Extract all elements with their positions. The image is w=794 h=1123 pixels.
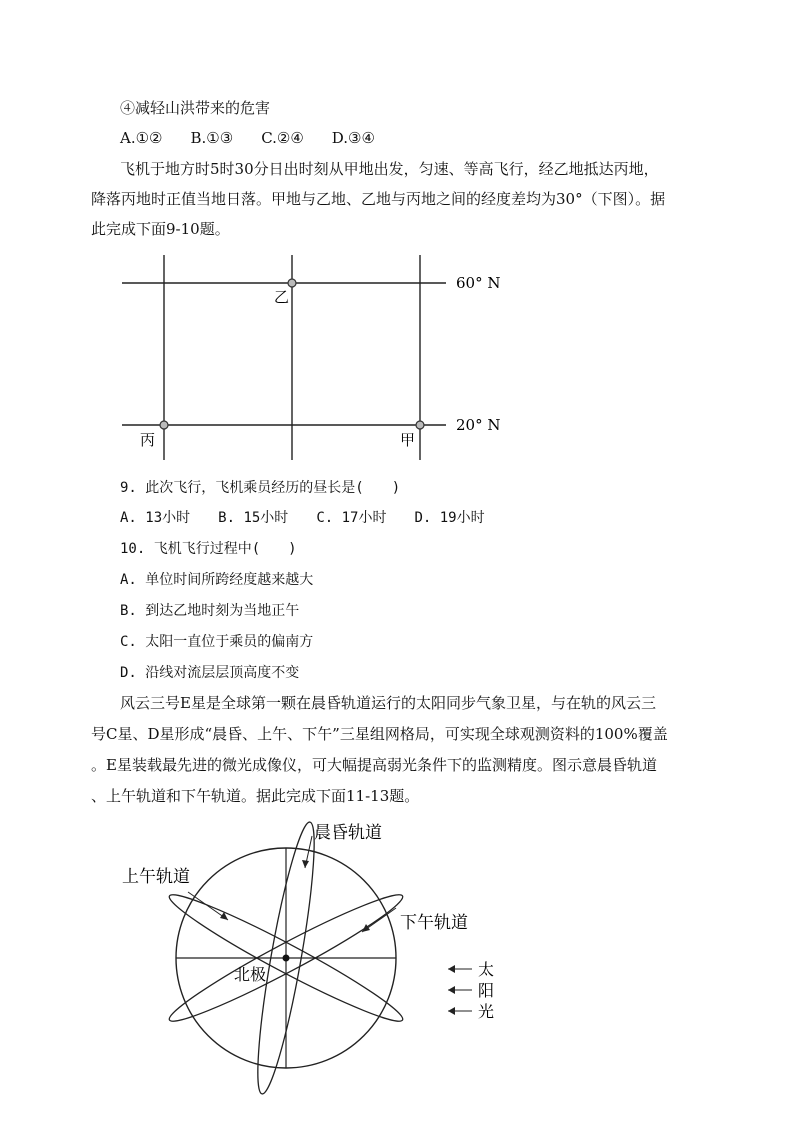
north-pole-label: 北极 [234,965,267,984]
passage2-line2: 号C星、D星形成“晨昏、上午、下午”三星组网格局，可实现全球观测资料的100%覆盖 [91,725,668,743]
point-bing-marker [160,421,168,429]
sunlight-arrowhead-3 [448,1007,455,1015]
dusk-orbit-arrowhead [302,860,309,868]
north-pole-dot [283,955,290,962]
dusk-orbit-label: 晨昏轨道 [314,823,382,843]
q10-option-d: D. 沿线对流层层顶高度不变 [120,665,300,681]
q9-option-b: B. 15小时 [218,510,289,526]
q9-option-d: D. 19小时 [414,510,485,526]
q9-option-c: C. 17小时 [316,510,387,526]
afternoon-orbit-label: 下午轨道 [400,913,468,933]
q9-options [120,508,513,528]
sunlight-label-guang: 光 [478,1002,495,1021]
point-bing-label: 丙 [140,431,156,449]
morning-orbit-label: 上午轨道 [122,867,190,887]
q10-option-b: B. 到达乙地时刻为当地正午 [120,603,300,619]
passage2-line1: 风云三号E星是全球第一颗在晨昏轨道运行的太阳同步气象卫星，与在轨的风云三 [120,694,656,712]
q8-option-d: D.③④ [331,129,375,147]
point-yi-label: 乙 [274,288,290,306]
q10-option-a: A. 单位时间所跨经度越来越大 [120,572,314,588]
passage2-line3: 。E星装载最先进的微光成像仪，可大幅提高弱光条件下的监测精度。图示意晨昏轨道 [91,756,657,774]
q9-option-a: A. 13小时 [120,510,191,526]
q9-stem: 9. 此次飞行，飞机乘员经历的昼长是( ) [120,480,401,496]
point-jia-label: 甲 [400,431,416,449]
passage1-line3: 此完成下面9-10题。 [91,220,230,238]
passage2-line4: 、上午轨道和下午轨道。据此完成下面11-13题。 [91,787,420,805]
sunlight-arrowhead-1 [448,965,455,973]
sunlight-label-yang: 阳 [478,981,495,1000]
sunlight-arrowhead-2 [448,986,455,994]
passage1-line2: 降落丙地时正值当地日落。甲地与乙地、乙地与丙地之间的经度差均为30°（下图）。据 [91,190,666,208]
point-yi-marker [288,279,296,287]
lat-60n-label: 60° N [456,274,501,292]
q8-option-b: B.①③ [190,129,234,147]
orbit-figure [100,818,520,1108]
q8-option-a: A.①② [120,129,163,147]
q10-stem: 10. 飞机飞行过程中( ) [120,541,297,557]
sunlight-label-tai: 太 [478,960,495,979]
q8-options [120,128,403,148]
lat-20n-label: 20° N [456,416,501,434]
q8-item4: ④减轻山洪带来的危害 [120,99,271,117]
flight-map-figure [100,250,520,465]
passage1-line1: 飞机于地方时5时30分日出时刻从甲地出发，匀速、等高飞行，经乙地抵达丙地， [120,160,659,178]
point-jia-marker [416,421,424,429]
q8-option-c: C.②④ [261,129,304,147]
q10-option-c: C. 太阳一直位于乘员的偏南方 [120,634,314,650]
